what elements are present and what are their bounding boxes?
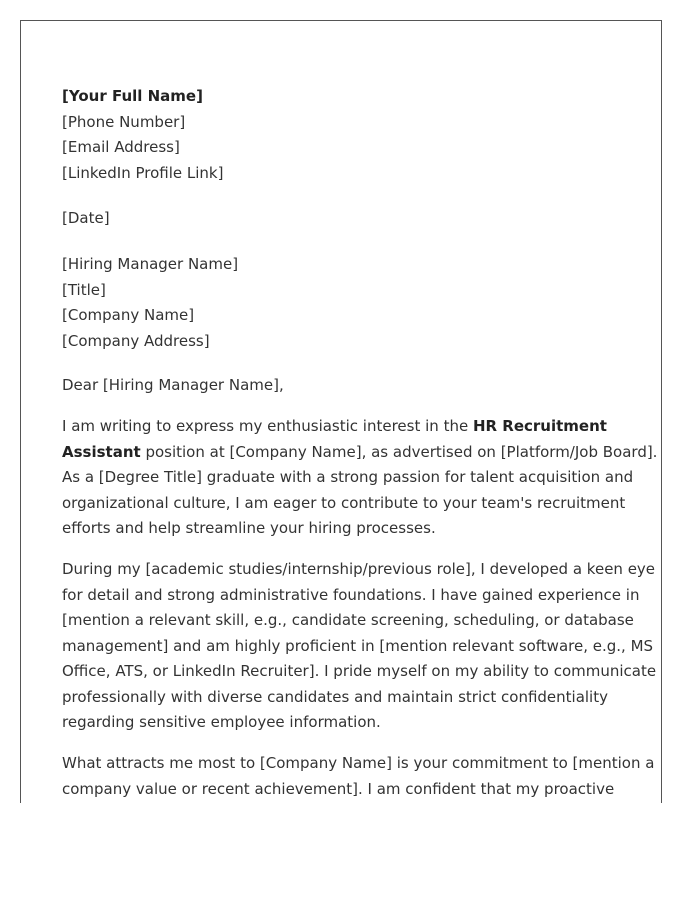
job-title-emphasis: HR Recruitment: [472, 416, 607, 435]
paragraph-3: [62, 751, 655, 802]
sender-linkedin: [LinkedIn Profile Link]: [62, 163, 224, 182]
letter-page: [20, 20, 662, 803]
paragraph-1-line: [62, 414, 622, 440]
paragraph-2: [62, 557, 657, 736]
paragraph-3-line: What attracts me most to [Company Name] is your commitment to [mention a: [62, 754, 655, 773]
sender-block: [62, 84, 622, 186]
job-title-emphasis: Assistant: [62, 442, 141, 461]
paragraph-1-text: position at [Company Name], as advertised on [Platform/Job Board].: [140, 442, 658, 461]
recipient-block: [62, 252, 622, 354]
sender-full-name: [Your Full Name]: [62, 87, 203, 105]
paragraph-2-line: professionally with diverse candidates and maintain strict confidentiality: [62, 687, 608, 706]
paragraph-2-line: Office, ATS, or LinkedIn Recruiter]. I pride myself on my ability to communicate: [62, 662, 657, 681]
paragraph-1: [62, 414, 658, 542]
salutation: Dear [Hiring Manager Name],: [62, 376, 284, 395]
paragraph-1-line: [62, 440, 658, 466]
paragraph-2-line: for detail and strong administrative foundations. I have gained experience in: [62, 585, 640, 604]
recipient-manager-name: [Hiring Manager Name]: [62, 254, 239, 273]
paragraph-1-line: As a [Degree Title] graduate with a strong passion for talent acquisition and: [62, 468, 634, 487]
recipient-title: [Title]: [62, 280, 106, 299]
paragraph-2-line: regarding sensitive employee information.: [62, 713, 381, 732]
paragraph-1-text: I am writing to express my enthusiastic interest in the: [62, 416, 473, 435]
recipient-company-name: [Company Name]: [62, 306, 195, 325]
paragraph-2-line: management] and am highly proficient in [mention relevant software, e.g., MS: [62, 636, 654, 655]
paragraph-3-line: company value or recent achievement]. I am confident that my proactive: [62, 779, 615, 798]
date-block: [62, 206, 622, 232]
paragraph-1-line: efforts and help streamline your hiring processes.: [62, 519, 436, 538]
paragraph-1-line: organizational culture, I am eager to contribute to your team's recruitment: [62, 493, 626, 512]
paragraph-2-line: [mention a relevant skill, e.g., candidate screening, scheduling, or database: [62, 611, 634, 630]
salutation-block: [62, 373, 622, 399]
letter-content: [62, 84, 658, 802]
sender-phone: [Phone Number]: [62, 112, 186, 131]
paragraph-2-line: During my [academic studies/internship/previous role], I developed a keen eye: [62, 559, 656, 578]
letter-date: [Date]: [62, 209, 110, 228]
recipient-company-address: [Company Address]: [62, 331, 210, 350]
sender-email: [Email Address]: [62, 138, 180, 157]
